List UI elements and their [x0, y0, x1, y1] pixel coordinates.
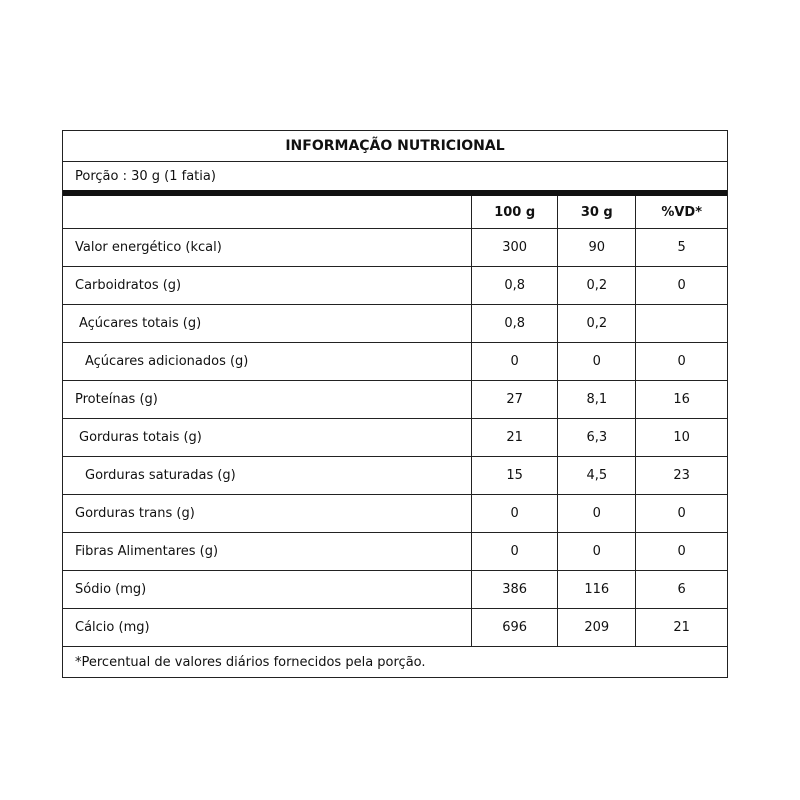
value-per-100g: 15: [472, 457, 558, 495]
header-daily-value: %VD*: [636, 196, 727, 229]
value-per-30g: 90: [558, 229, 636, 267]
value-daily-percent: 16: [636, 381, 727, 419]
nutrient-label: Gorduras totais (g): [63, 419, 472, 457]
nutrient-label: Sódio (mg): [63, 571, 472, 609]
value-daily-percent: [636, 305, 727, 343]
value-per-100g: 0: [472, 533, 558, 571]
value-per-30g: 8,1: [558, 381, 636, 419]
table-row: [63, 267, 727, 305]
table-row: [63, 419, 727, 457]
value-per-30g: 0,2: [558, 267, 636, 305]
table-row: [63, 457, 727, 495]
value-daily-percent: 0: [636, 267, 727, 305]
header-per-100g: 100 g: [472, 196, 558, 229]
table-row: [63, 343, 727, 381]
nutrition-table: [63, 196, 727, 647]
value-per-30g: 4,5: [558, 457, 636, 495]
value-per-30g: 116: [558, 571, 636, 609]
table-row: [63, 495, 727, 533]
value-per-100g: 386: [472, 571, 558, 609]
value-per-30g: 209: [558, 609, 636, 647]
value-per-30g: 0: [558, 533, 636, 571]
value-per-100g: 300: [472, 229, 558, 267]
value-daily-percent: 0: [636, 495, 727, 533]
table-header-row: [63, 196, 727, 229]
nutrient-label: Cálcio (mg): [63, 609, 472, 647]
value-daily-percent: 5: [636, 229, 727, 267]
value-per-100g: 696: [472, 609, 558, 647]
value-daily-percent: 6: [636, 571, 727, 609]
table-row: [63, 533, 727, 571]
table-row: [63, 381, 727, 419]
nutrition-facts-panel: [62, 130, 728, 678]
value-per-100g: 0: [472, 495, 558, 533]
nutrient-label: Carboidratos (g): [63, 267, 472, 305]
nutrient-label: Proteínas (g): [63, 381, 472, 419]
value-daily-percent: 23: [636, 457, 727, 495]
nutrient-label: Açúcares totais (g): [63, 305, 472, 343]
footnote: *Percentual de valores diários fornecidos pela porção.: [75, 654, 426, 670]
value-per-100g: 21: [472, 419, 558, 457]
value-per-100g: 0,8: [472, 305, 558, 343]
nutrient-label: Açúcares adicionados (g): [63, 343, 472, 381]
table-row: [63, 609, 727, 647]
table-row: [63, 229, 727, 267]
portion-size: Porção : 30 g (1 fatia): [63, 162, 727, 196]
panel-title: INFORMAÇÃO NUTRICIONAL: [63, 131, 727, 162]
value-per-30g: 6,3: [558, 419, 636, 457]
table-row: [63, 571, 727, 609]
value-per-100g: 27: [472, 381, 558, 419]
value-per-100g: 0,8: [472, 267, 558, 305]
value-daily-percent: 10: [636, 419, 727, 457]
nutrient-label: Gorduras trans (g): [63, 495, 472, 533]
value-per-30g: 0,2: [558, 305, 636, 343]
value-daily-percent: 21: [636, 609, 727, 647]
nutrient-label: Fibras Alimentares (g): [63, 533, 472, 571]
value-per-30g: 0: [558, 343, 636, 381]
header-per-30g: 30 g: [558, 196, 636, 229]
value-per-100g: 0: [472, 343, 558, 381]
table-row: [63, 305, 727, 343]
nutrient-label: Valor energético (kcal): [63, 229, 472, 267]
header-label-cell: [63, 196, 472, 229]
nutrient-label: Gorduras saturadas (g): [63, 457, 472, 495]
value-daily-percent: 0: [636, 533, 727, 571]
value-per-30g: 0: [558, 495, 636, 533]
value-daily-percent: 0: [636, 343, 727, 381]
